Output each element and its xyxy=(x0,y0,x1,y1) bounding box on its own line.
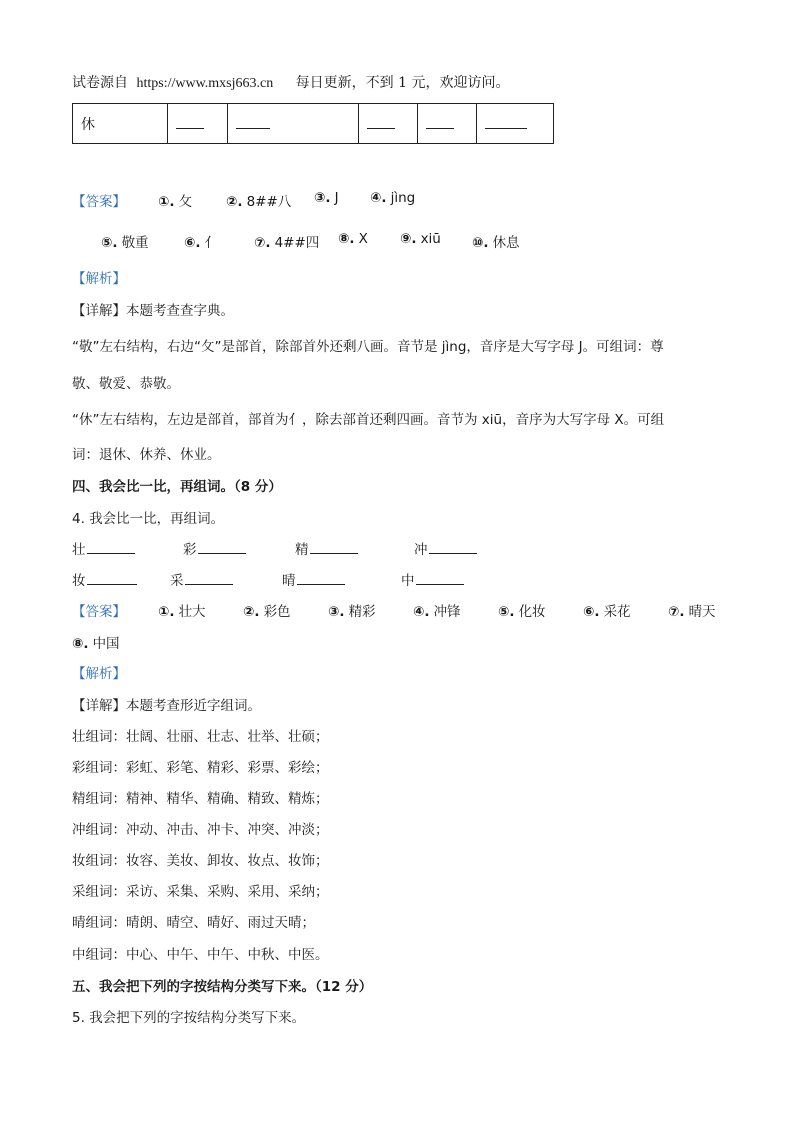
word-group-line: 冲组词：冲动、冲击、冲卡、冲突、冲淡； xyxy=(72,822,329,838)
q3-answer-7 xyxy=(254,231,319,251)
answer-value: J xyxy=(334,190,339,206)
s4-answer-8 xyxy=(72,632,120,652)
word-group-line: 中组词：中心、中午、中午、中秋、中医。 xyxy=(72,947,329,963)
compare-pair xyxy=(72,569,137,589)
answer-number: ⑦. xyxy=(254,235,271,251)
q3-paragraph-2a: “休”左右结构，左边是部首，部首为亻，除去部首还剩四画。音节为 xiū，音序为大写字母 X。可组 xyxy=(72,412,665,428)
s4-answer-3 xyxy=(328,600,376,620)
q3-answer-6 xyxy=(184,231,218,251)
section4-question: 4. 我会比一比，再组词。 xyxy=(72,511,225,527)
compare-char: 妆 xyxy=(72,573,86,589)
section5-question: 5. 我会把下列的字按结构分类写下来。 xyxy=(72,1010,306,1026)
grid-cell-blank xyxy=(477,104,554,144)
grid-row xyxy=(73,104,554,144)
compare-pair xyxy=(282,569,345,589)
answer-number: ⑧. xyxy=(338,231,355,247)
answer-value: 中国 xyxy=(92,636,120,652)
s4-answer-5 xyxy=(498,600,546,620)
compare-char: 晴 xyxy=(282,573,296,589)
source-suffix: 每日更新，不到 1 元，欢迎访问。 xyxy=(295,75,510,91)
compare-pair xyxy=(414,538,477,558)
answer-number: ①. xyxy=(158,604,175,620)
q3-answer-4 xyxy=(370,190,415,206)
compare-char: 冲 xyxy=(414,542,428,558)
answer-number: ⑤. xyxy=(101,235,118,251)
compare-char: 壮 xyxy=(72,542,86,558)
compare-char: 彩 xyxy=(183,542,197,558)
answer-blank[interactable] xyxy=(87,572,137,585)
q3-answer-tag: 【答案】 xyxy=(72,194,126,210)
answer-number: ⑥. xyxy=(583,604,600,620)
word-group-line: 精组词：精神、精华、精确、精致、精炼； xyxy=(72,791,329,807)
compare-char: 中 xyxy=(401,573,415,589)
s4-answer-6 xyxy=(583,600,631,620)
answer-blank[interactable] xyxy=(198,541,246,554)
q3-answer-5 xyxy=(101,231,149,251)
word-group-line: 采组词：采访、采集、采购、采用、采纳； xyxy=(72,884,329,900)
answer-number: ⑦. xyxy=(668,604,685,620)
q3-analysis-tag: 【解析】 xyxy=(72,271,126,287)
compare-pair xyxy=(295,538,358,558)
s4-answer-2 xyxy=(243,600,291,620)
answer-number: ⑤. xyxy=(498,604,515,620)
q3-answer-8 xyxy=(338,231,368,247)
answer-number: ⑥. xyxy=(184,235,201,251)
s4-answer-4 xyxy=(413,600,461,620)
section4-analysis-tag: 【解析】 xyxy=(72,666,126,682)
answer-value: 采花 xyxy=(603,604,631,620)
source-line xyxy=(72,72,509,92)
answer-number: ⑩. xyxy=(472,235,489,251)
answer-number: ③. xyxy=(314,190,331,206)
answer-number: ④. xyxy=(413,604,430,620)
compare-char: 采 xyxy=(170,573,184,589)
answer-number: ①. xyxy=(158,194,175,210)
section5-heading: 五、我会把下列的字按结构分类写下来。（12 分） xyxy=(72,979,373,995)
answer-value: 壮大 xyxy=(178,604,206,620)
answer-value: 精彩 xyxy=(348,604,376,620)
answer-value: 8##八 xyxy=(246,194,292,210)
s4-answer-7 xyxy=(668,600,716,620)
answer-value: 彩色 xyxy=(263,604,291,620)
answer-value: 休息 xyxy=(492,235,520,251)
grid-cell-blank xyxy=(418,104,477,144)
answer-blank[interactable] xyxy=(429,541,477,554)
answer-value: 亻 xyxy=(204,235,219,251)
answer-value: jìng xyxy=(390,190,416,206)
source-prefix: 试卷源自 xyxy=(72,75,128,91)
q3-answer-1 xyxy=(158,190,192,210)
q3-answer-2 xyxy=(226,190,291,210)
word-group-line: 彩组词：彩虹、彩笔、精彩、彩票、彩绘； xyxy=(72,760,329,776)
section4-detail: 【详解】本题考查形近字组词。 xyxy=(72,698,261,714)
answer-blank[interactable] xyxy=(310,541,358,554)
compare-char: 精 xyxy=(295,542,309,558)
answer-value: 攵 xyxy=(178,194,193,210)
grid-cell-blank xyxy=(359,104,418,144)
answer-value: 冲锋 xyxy=(433,604,461,620)
compare-pair xyxy=(72,538,135,558)
grid-cell-blank xyxy=(168,104,228,144)
compare-pair xyxy=(401,569,464,589)
q3-paragraph-1a: “敬”左右结构，右边“攵”是部首，除部首外还剩八画。音节是 jìng，音序是大写字母 J。可组词：尊 xyxy=(72,339,664,355)
q3-detail: 【详解】本题考查查字典。 xyxy=(72,303,234,319)
answer-number: ⑨. xyxy=(400,231,417,247)
answer-number: ⑧. xyxy=(72,636,89,652)
section4-answer-tag: 【答案】 xyxy=(72,604,126,620)
answer-value: 化妆 xyxy=(518,604,546,620)
compare-pair xyxy=(183,538,246,558)
answer-number: ②. xyxy=(243,604,260,620)
word-group-line: 晴组词：晴朗、晴空、晴好、雨过天晴； xyxy=(72,915,315,931)
q3-paragraph-2b: 词：退休、休养、休业。 xyxy=(72,447,221,463)
answer-blank[interactable] xyxy=(185,572,233,585)
source-url[interactable]: https://www.mxsj663.cn xyxy=(136,76,274,91)
q3-paragraph-1b: 敬、敬爱、恭敬。 xyxy=(72,376,180,392)
answer-value: xiū xyxy=(420,231,441,247)
answer-grid xyxy=(72,103,554,144)
word-group-line: 壮组词：壮阔、壮丽、壮志、壮举、壮硕； xyxy=(72,729,329,745)
answer-blank[interactable] xyxy=(87,541,135,554)
answer-blank[interactable] xyxy=(416,572,464,585)
section4-heading: 四、我会比一比，再组词。（8 分） xyxy=(72,479,282,495)
answer-value: 4##四 xyxy=(274,235,320,251)
q3-answer-10 xyxy=(472,231,520,251)
answer-number: ④. xyxy=(370,190,387,206)
q3-answer-9 xyxy=(400,231,441,247)
answer-value: 敬重 xyxy=(121,235,149,251)
answer-value: X xyxy=(358,231,368,247)
answer-number: ②. xyxy=(226,194,243,210)
q3-answer-3 xyxy=(314,190,339,206)
word-group-line: 妆组词：妆容、美妆、卸妆、妆点、妆饰； xyxy=(72,853,329,869)
s4-answer-1 xyxy=(158,600,206,620)
compare-pair xyxy=(170,569,233,589)
answer-number: ③. xyxy=(328,604,345,620)
grid-cell-blank xyxy=(228,104,359,144)
grid-cell-char: 休 xyxy=(73,104,168,144)
answer-blank[interactable] xyxy=(297,572,345,585)
answer-value: 晴天 xyxy=(688,604,716,620)
